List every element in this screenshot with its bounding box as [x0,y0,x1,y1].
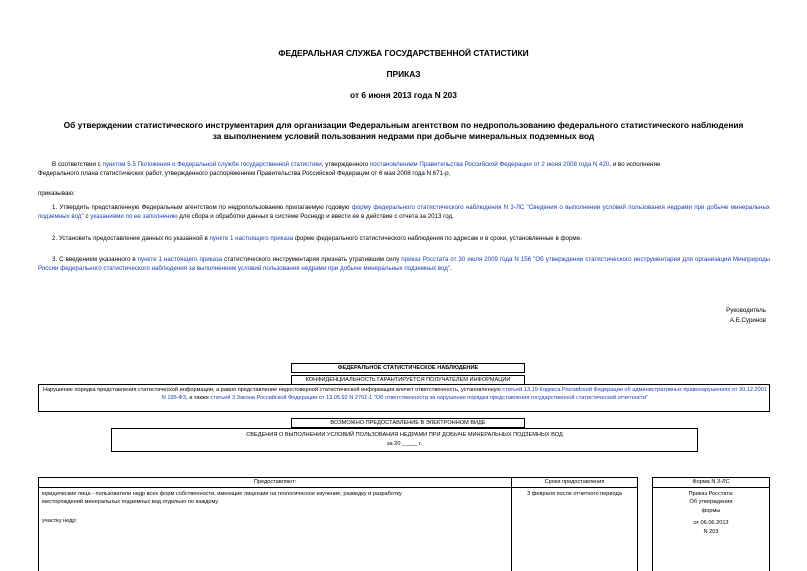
form-order-line-3: формы [701,508,721,514]
item1-text-2: с [83,212,91,220]
providers-line-1: юридические лица - пользователи недр всех форм собственности, имеющие лицензии на геологическое изучение, разведку и разработку [42,491,402,497]
preamble-text-1: В соответствии с [52,161,103,168]
fed-observation-box [291,363,525,373]
item3-text-3: . [450,264,452,272]
signature-position: Руководитель [726,307,766,314]
item1-link-instructions[interactable]: указаниями по ее заполнению [90,212,178,220]
order-item-2 [38,235,770,244]
table-col-form-number [652,477,770,571]
form-title: СВЕДЕНИЯ О ВЫПОЛНЕНИИ УСЛОВИЙ ПОЛЬЗОВАНИЯ НЕДРАМИ ПРИ ДОБЫЧЕ МИНЕРАЛЬНЫХ ПОДЗЕМНЫХ ВОД [246,432,563,438]
form-order-line-5: N 203 [703,529,719,535]
preamble-paragraph [38,161,773,178]
order-item-1 [38,204,770,221]
electronic-label: ВОЗМОЖНО ПРЕДОСТАВЛЕНИЕ В ЭЛЕКТРОННОМ ВИДЕ [330,420,486,426]
deadlines-value: 3 февраля после отчетного периода [527,491,622,497]
electronic-box [291,418,525,428]
preamble-text-2: , утвержденного [321,161,370,168]
item1-text-1: 1. Утвердить представленную Федеральным агентством по недропользованию прилагаемую годовую [52,204,352,211]
confidentiality-label: КОНФИДЕНЦИАЛЬНОСТЬ ГАРАНТИРУЕТСЯ ПОЛУЧАТЕЛЕМ ИНФОРМАЦИИ [305,377,511,383]
agency-title: ФЕДЕРАЛЬНАЯ СЛУЖБА ГОСУДАРСТВЕННОЙ СТАТИСТИКИ [278,48,529,58]
form-order-line-2: Об утверждении [689,499,733,505]
item3-link-clause[interactable]: пункте 1 настоящего приказа [137,256,223,263]
item2-text-2: форме федерального статистического наблюдения по адресам и в сроки, установленные в форме. [293,235,582,242]
form-number-header: Форма N 3-ЛС [653,479,769,488]
deadlines-header: Сроки предоставления [512,479,637,488]
form-title-box [111,428,698,452]
fed-observation-label: ФЕДЕРАЛЬНОЕ СТАТИСТИЧЕСКОЕ НАБЛЮДЕНИЕ [337,365,479,371]
violation-text-2: , а также [186,394,211,401]
violation-notice-box [38,384,770,412]
violation-link-law[interactable]: статьей 3 Закона Российской Федерации от 13.05.92 N 2761-1 "Об ответственности за нарушение порядка представления государственной статистической отчетности" [210,394,649,401]
preamble-text-3: , и во исполнение [609,161,661,168]
item3-text-1: 3. С введением указанного в [52,256,138,263]
form-order-line-4: от 06.06.2013 [693,520,729,526]
doc-date: от 6 июня 2013 года N 203 [350,90,457,100]
item2-link-clause[interactable]: пункте 1 настоящего приказа [209,235,294,242]
doc-type: ПРИКАЗ [386,69,421,79]
table-col-providers [38,477,512,571]
doc-title-line1: Об утверждении статистического инструментария для организации Федеральным агентством по недропользованию федерального статистического наблюдения [63,120,744,130]
item1-text-3: для сбора и обработки данных в системе Роснедр и ввести ее в действие с отчета за 2013 год. [177,212,454,220]
preamble-text-4: Федерального плана статистических работ, утвержденного распоряжением Правительства Российской Федерации от 6 мая 2008 года N 671-р, [38,169,451,177]
violation-text-1: Нарушение порядка представления статистической информации, а равно представление недостоверной статистической информации влечет ответственность, установленную [43,387,503,393]
providers-header: Предоставляют: [39,479,511,488]
order-item-3 [38,256,770,273]
order-word: приказываю: [38,190,75,197]
doc-title-line2: за выполнением условий пользования недрами при добыче минеральных подземных вод [212,131,595,141]
preamble-link-regulation[interactable]: пунктом 5.5 Положения о Федеральной службе государственной статистики [102,161,322,168]
item3-text-2: статистического инструментария признать утратившим силу [222,256,402,263]
preamble-link-decree[interactable]: постановлением Правительства Российской Федерации от 2 июня 2008 года N 420 [369,161,610,168]
providers-line-3: участку недр: [42,518,78,524]
violation-link-koap[interactable]: статьей 13.19 Кодекса Российской Федерации об административных правонарушениях от 30.12.2001 N 195-ФЗ [161,387,767,401]
signature-name: А.Е.Суринов [729,317,766,324]
form-period: за 20 _____ г. [386,441,423,447]
item2-text-1: 2. Установить предоставление данных по указанной в [52,235,210,242]
item3-link-old-order[interactable]: приказ Росстата от 30 июля 2009 года N 156 "Об утверждении статистического инструментария для организации Минприроды России федерального статистического наблюдения за выполнением условий пользования недрами при добыче минеральных подземных вод" [38,256,770,272]
violation-notice-text [43,387,767,402]
form-order-line-1: Приказ Росстата: [688,491,734,497]
table-col-deadlines [512,477,638,571]
item1-link-form[interactable]: форму федерального статистического наблюдения N 3-ЛС "Сведения о выполнении условий пользования недрами при добыче минеральных подземных вод" [38,204,770,220]
providers-line-2: месторождений минеральных подземных вод отдельно по каждому [42,499,219,505]
